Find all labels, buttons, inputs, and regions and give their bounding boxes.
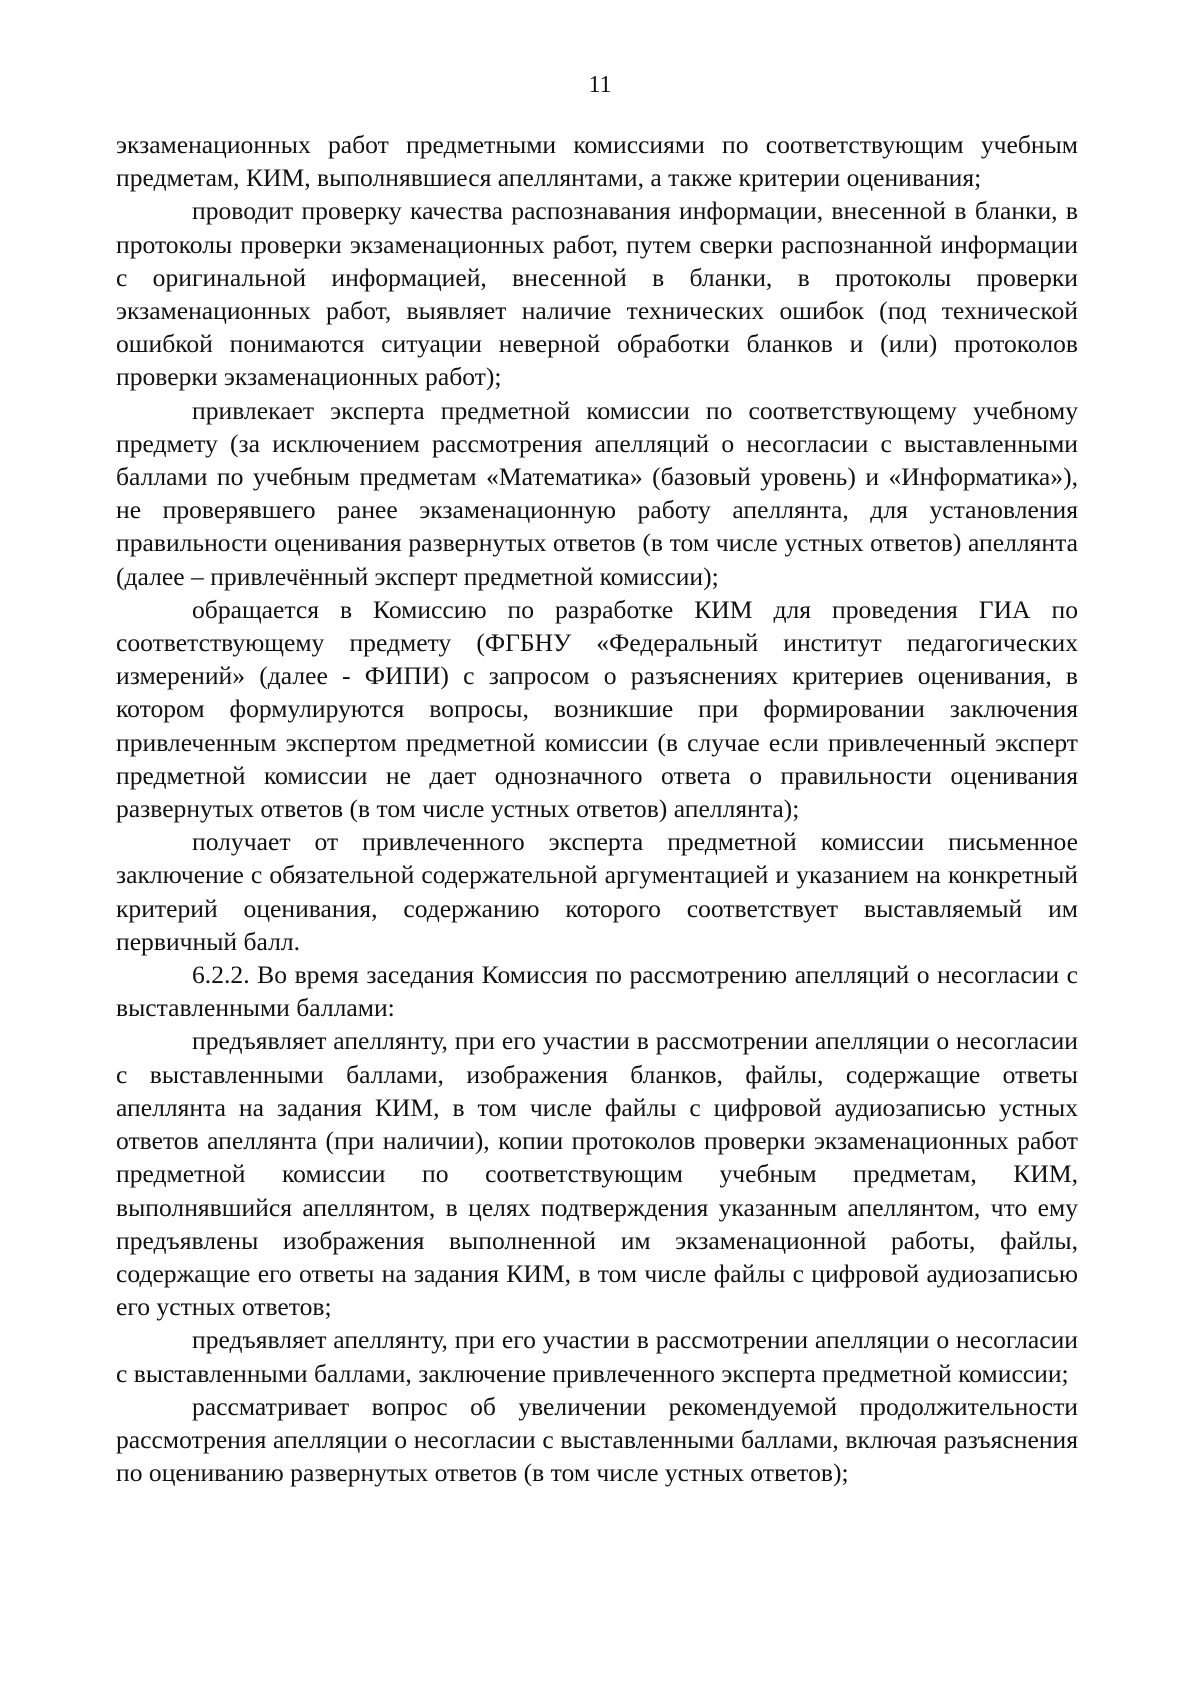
paragraph-continuation: экзаменационных работ предметными комиссиями по соответствующим учебным предметам, КИМ, выполнявшиеся апеллянтами, а также критерии оценивания; (116, 130, 1078, 193)
paragraph-expert-conclusion: получает от привлеченного эксперта предметной комиссии письменное заключение с обязательной содержательной аргументацией и указанием на конкретный критерий оценивания, содержанию которого соответствует выставляемый им первичный балл. (116, 827, 1078, 956)
page-number: 11 (588, 72, 612, 98)
paragraph-expert-engagement: привлекает эксперта предметной комиссии по соответствующему учебному предмету (за исключением рассмотрения апелляций о несогласии с выставленными баллами по учебным предметам «Математика» (базовый уровень) и «Информатика»), не проверявшего ранее экзаменационную работу апеллянта, для установления правильности оценивания развернутых ответов (в том числе устных ответов) апеллянта (далее – привлечённый эксперт предметной комиссии); (116, 395, 1078, 591)
paragraph-recognition-check: проводит проверку качества распознавания информации, внесенной в бланки, в протоколы проверки экзаменационных работ, путем сверки распознанной информации с оригинальной информацией, внесенной в бланки, в протоколы проверки экзаменационных работ, выявляет наличие технических ошибок (под технической ошибкой понимаются ситуации неверной обработки бланков и (или) протоколов проверки экзаменационных работ); (116, 196, 1078, 392)
paragraph-present-conclusion: предъявляет апеллянту, при его участии в рассмотрении апелляции о несогласии с выставленными баллами, заключение привлеченного эксперта предметной комиссии; (116, 1325, 1078, 1388)
paragraph-fipi-request: обращается в Комиссию по разработке КИМ для проведения ГИА по соответствующему предмету (ФГБНУ «Федеральный институт педагогических измерений» (далее - ФИПИ) с запросом о разъяснениях критериев оценивания, в котором формулируются вопросы, возникшие при формировании заключения привлеченным экспертом предметной комиссии (в случае если привлеченный эксперт предметной комиссии не дает однозначного ответа о правильности оценивания развернутых ответов (в том числе устных ответов) апеллянта); (116, 594, 1078, 824)
document-body (116, 128, 1078, 1489)
paragraph-present-materials: предъявляет апеллянту, при его участии в рассмотрении апелляции о несогласии с выставленными баллами, изображения бланков, файлы, содержащие ответы апеллянта на задания КИМ, в том числе файлы с цифровой аудиозаписью устных ответов апеллянта (при наличии), копии протоколов проверки экзаменационных работ предметной комиссии по соответствующим учебным предметам, КИМ, выполнявшийся апеллянтом, в целях подтверждения указанным апеллянтом, что ему предъявлены изображения выполненной им экзаменационной работы, файлы, содержащие его ответы на задания КИМ, в том числе файлы с цифровой аудиозаписью его устных ответов; (116, 1026, 1078, 1322)
paragraph-section-6-2-2: 6.2.2. Во время заседания Комиссия по рассмотрению апелляций о несогласии с выставленными баллами: (116, 960, 1078, 1023)
paragraph-duration-extension: рассматривает вопрос об увеличении рекомендуемой продолжительности рассмотрения апелляции о несогласии с выставленными баллами, включая разъяснения по оцениванию развернутых ответов (в том числе устных ответов); (116, 1391, 1078, 1488)
